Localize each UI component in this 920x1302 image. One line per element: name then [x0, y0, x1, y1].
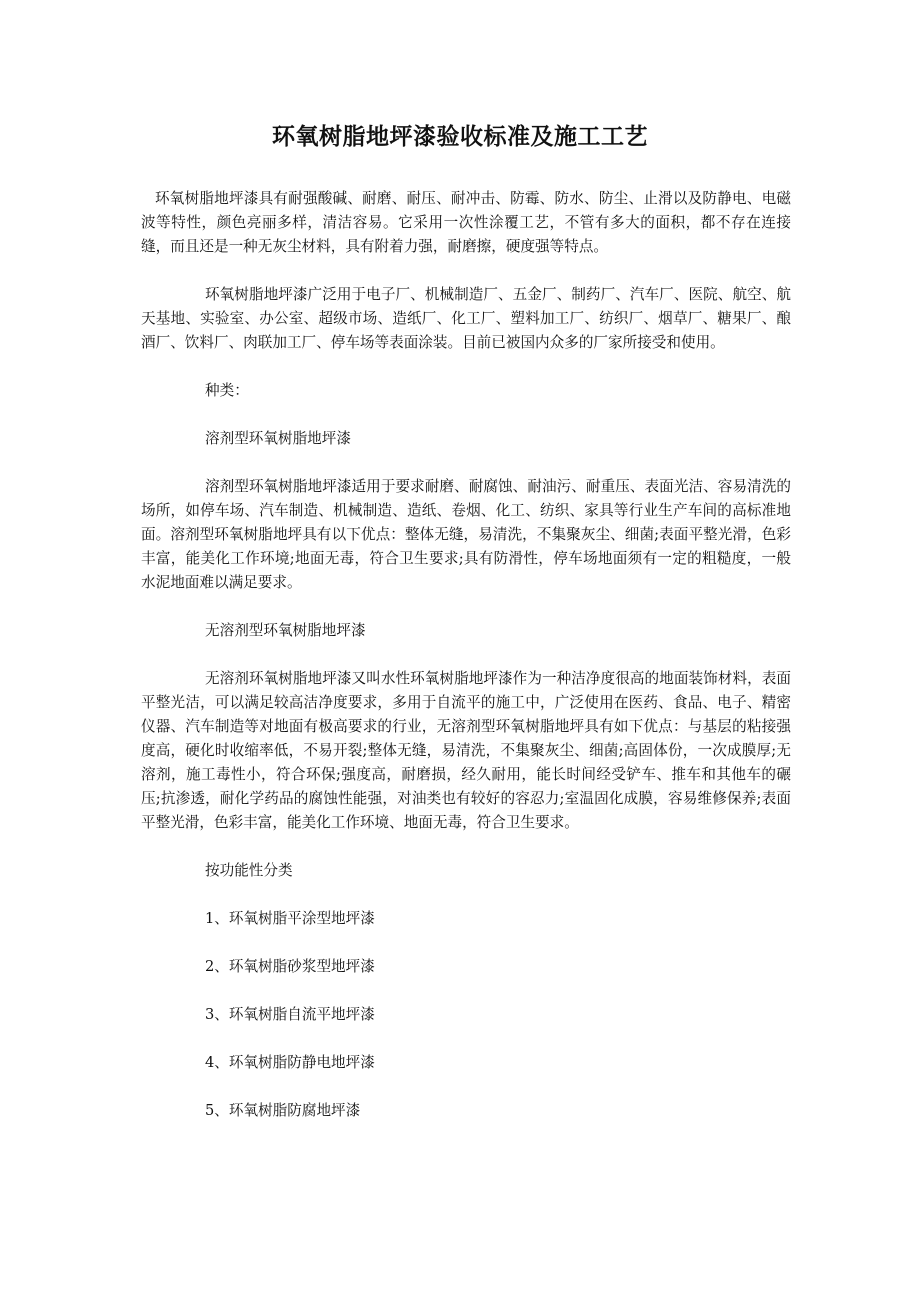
list-item: 1、环氧树脂平涂型地坪漆 [205, 910, 375, 927]
function-heading: 按功能性分类 [205, 862, 293, 879]
applications-paragraph: 环氧树脂地坪漆广泛用于电子厂、机械制造厂、五金厂、制药厂、汽车厂、医院、航空、航天基地、实验室、办公室、超级市场、造纸厂、化工厂、塑料加工厂、纺织厂、烟草厂、糖果厂、酿酒厂、饮料厂、肉联加工厂、停车场等表面涂装。目前已被国内众多的厂家所接受和使用。 [141, 286, 791, 351]
solvent-heading: 溶剂型环氧树脂地坪漆 [205, 430, 351, 447]
list-item: 5、环氧树脂防腐地坪漆 [205, 1102, 361, 1119]
intro-paragraph: 环氧树脂地坪漆具有耐强酸碱、耐磨、耐压、耐冲击、防霉、防水、防尘、止滑以及防静电、电磁波等特性，颜色亮丽多样，清洁容易。它采用一次性涂覆工艺，不管有多大的面积，都不存在连接缝，而且还是一种无灰尘材料，具有附着力强，耐磨擦，硬度强等特点。 [141, 190, 791, 255]
types-label: 种类： [205, 382, 249, 399]
list-item: 4、环氧树脂防静电地坪漆 [205, 1054, 375, 1071]
solventless-heading: 无溶剂型环氧树脂地坪漆 [205, 622, 366, 639]
solventless-paragraph: 无溶剂环氧树脂地坪漆又叫水性环氧树脂地坪漆作为一种洁净度很高的地面装饰材料，表面平整光洁，可以满足较高洁净度要求，多用于自流平的施工中，广泛使用在医药、食品、电子、精密仪器、汽车制造等对地面有极高要求的行业，无溶剂型环氧树脂地坪具有如下优点：与基层的粘接强度高，硬化时收缩率低，不易开裂;整体无缝，易清洗，不集聚灰尘、细菌;高固体份，一次成膜厚;无溶剂，施工毒性小，符合环保;强度高，耐磨损，经久耐用，能长时间经受铲车、推车和其他车的碾压;抗渗透，耐化学药品的腐蚀性能强，对油类也有较好的容忍力;室温固化成膜，容易维修保养;表面平整光滑，色彩丰富，能美化工作环境、地面无毒，符合卫生要求。 [141, 670, 791, 831]
list-item: 3、环氧树脂自流平地坪漆 [205, 1006, 375, 1023]
document-body [141, 187, 791, 1147]
solvent-paragraph: 溶剂型环氧树脂地坪漆适用于要求耐磨、耐腐蚀、耐油污、耐重压、表面光洁、容易清洗的场所，如停车场、汽车制造、机械制造、造纸、卷烟、化工、纺织、家具等行业生产车间的高标准地面。溶剂型环氧树脂地坪具有以下优点：整体无缝，易清洗，不集聚灰尘、细菌;表面平整光滑，色彩丰富，能美化工作环境;地面无毒，符合卫生要求;具有防滑性，停车场地面须有一定的粗糙度，一般水泥地面难以满足要求。 [141, 478, 791, 591]
list-item: 2、环氧树脂砂浆型地坪漆 [205, 958, 375, 975]
document-title: 环氧树脂地坪漆验收标准及施工工艺 [272, 123, 648, 150]
function-list [141, 907, 791, 1123]
